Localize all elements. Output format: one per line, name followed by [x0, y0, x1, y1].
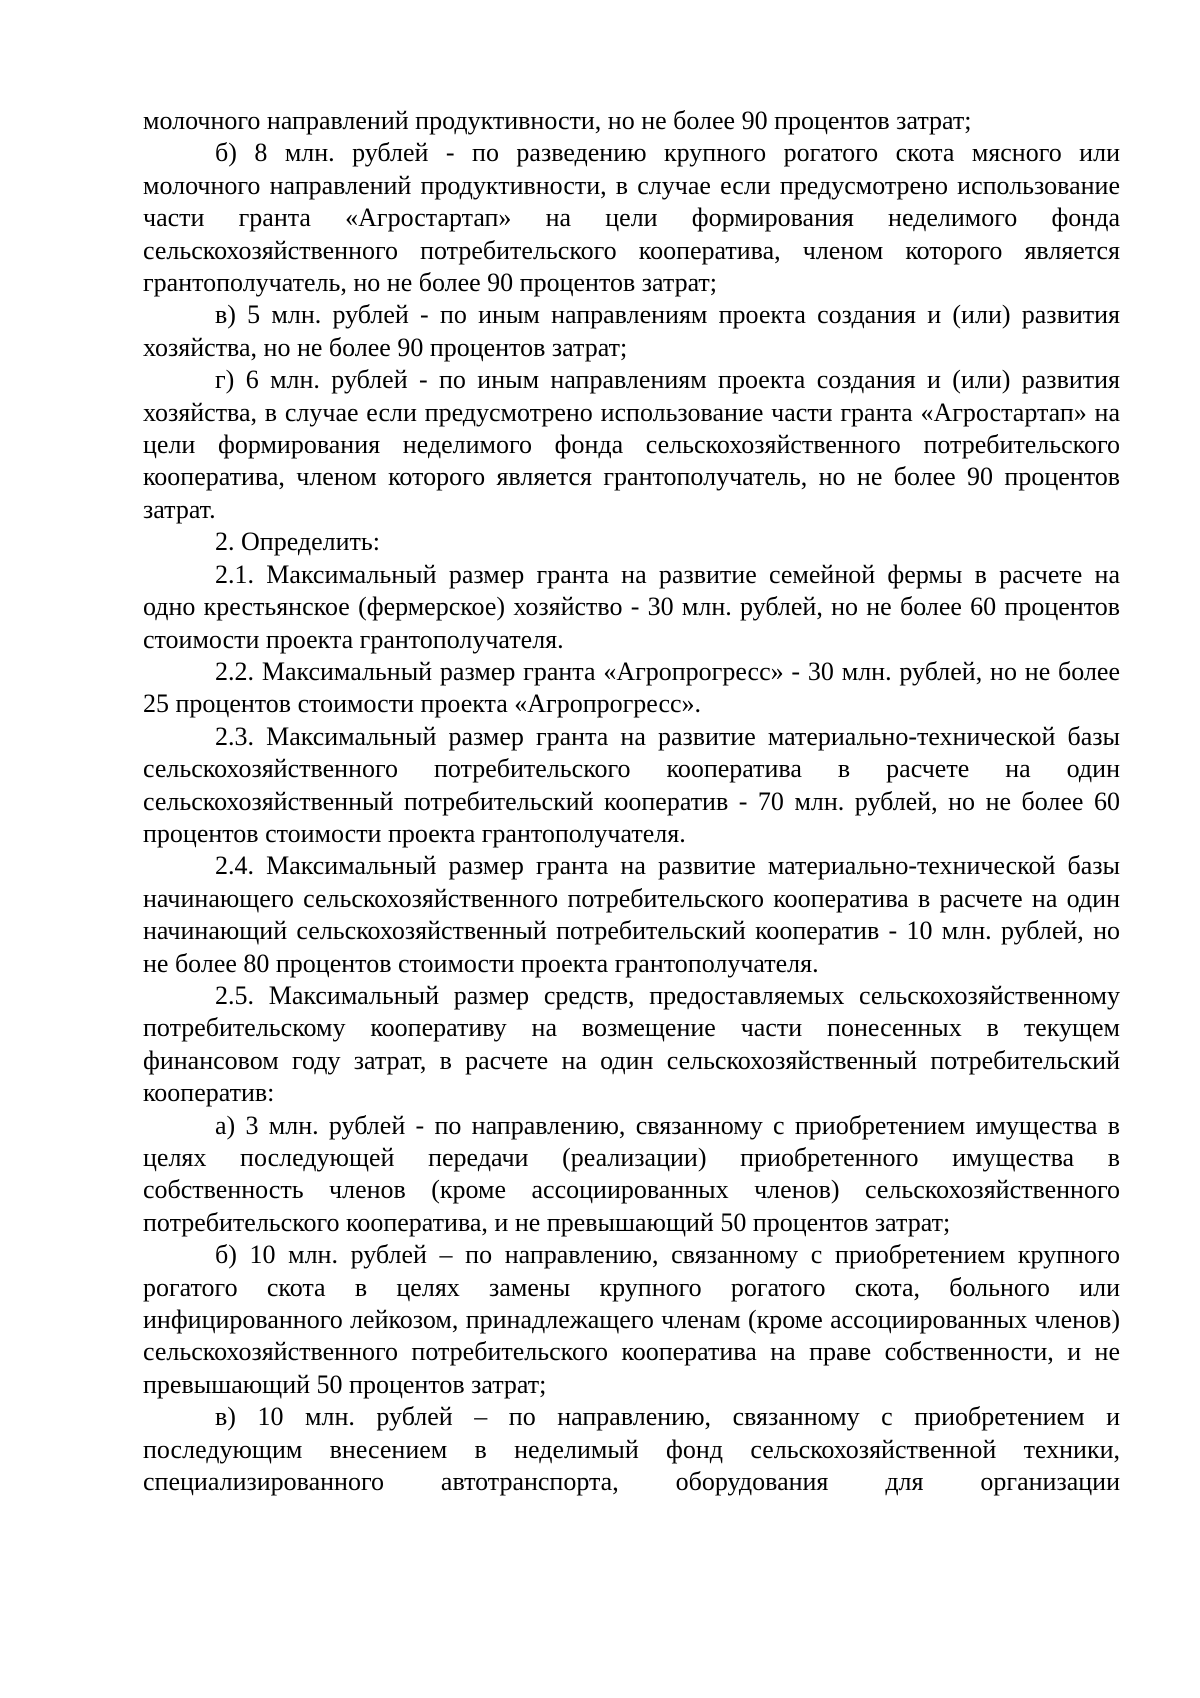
paragraph-continuation: молочного направлений продуктивности, но не более 90 процентов затрат;: [143, 106, 972, 135]
paragraph-item-g-6mln: г) 6 млн. рублей - по иным направлениям проекта создания и (или) развития хозяйства, в случае если предусмотрено использование части гранта «Агростартап» на цели формирования неделимого фонда сельскохозяйственного потребительского кооператива, членом которого является грантополучатель, но не более 90 процентов затрат.: [143, 365, 1120, 524]
paragraph-item-b-10mln: б) 10 млн. рублей – по направлению, связанному с приобретением крупного рогатого скота в целях замены крупного рогатого скота, больного или инфицированного лейкозом, принадлежащего членам (кроме ассоциированных членов) сельскохозяйственного потребительского кооператива на праве собственности, и не превышающий 50 процентов затрат;: [143, 1240, 1120, 1399]
paragraph-item-v-10mln: в) 10 млн. рублей – по направлению, связанному с приобретением и последующим внесением в неделимый фонд сельскохозяйственной техники, специализированного автотранспорта, оборудования для организации: [143, 1402, 1120, 1497]
paragraph-2-5: 2.5. Максимальный размер средств, предоставляемых сельскохозяйственному потребительскому кооперативу на возмещение части понесенных в текущем финансовом году затрат, в расчете на один сельскохозяйственный потребительский кооператив:: [143, 980, 1120, 1108]
paragraph-item-a-3mln: а) 3 млн. рублей - по направлению, связанному с приобретением имущества в целях последующей передачи (реализации) приобретенного имущества в собственность членов (кроме ассоциированных членов) сельскохозяйственного потребительского кооператива, и не превышающий 50 процентов затрат;: [143, 1110, 1120, 1237]
paragraph-item-v-5mln: в) 5 млн. рублей - по иным направлениям проекта создания и (или) развития хозяйства, но не более 90 процентов затрат;: [143, 300, 1120, 362]
paragraph-2-1: 2.1. Максимальный размер гранта на развитие семейной фермы в расчете на одно крестьянское (фермерское) хозяйство - 30 млн. рублей, но не более 60 процентов стоимости проекта грантополучателя.: [143, 559, 1120, 654]
paragraph-section-2: 2. Определить:: [215, 527, 380, 557]
paragraph-2-2: 2.2. Максимальный размер гранта «Агропрогресс» - 30 млн. рублей, но не более 25 процентов стоимости проекта «Агропрогресс».: [143, 656, 1120, 719]
paragraph-2-3: 2.3. Максимальный размер гранта на развитие материально-технической базы сельскохозяйственного потребительского кооператива в расчете на один сельскохозяйственный потребительский кооператив - 70 млн. рублей, но не более 60 процентов стоимости проекта грантополучателя.: [143, 721, 1120, 848]
document-body: [143, 105, 1120, 1498]
paragraph-2-4: 2.4. Максимальный размер гранта на развитие материально-технической базы начинающего сельскохозяйственного потребительского кооператива в расчете на один начинающий сельскохозяйственный потребительский кооператив - 10 млн. рублей, но не более 80 процентов стоимости проекта грантополучателя.: [143, 851, 1120, 978]
paragraph-item-b-8mln: б) 8 млн. рублей - по разведению крупного рогатого скота мясного или молочного направлений продуктивности, в случае если предусмотрено использование части гранта «Агростартап» на цели формирования неделимого фонда сельскохозяйственного потребительского кооператива, членом которого является грантополучатель, но не более 90 процентов затрат;: [143, 138, 1120, 298]
